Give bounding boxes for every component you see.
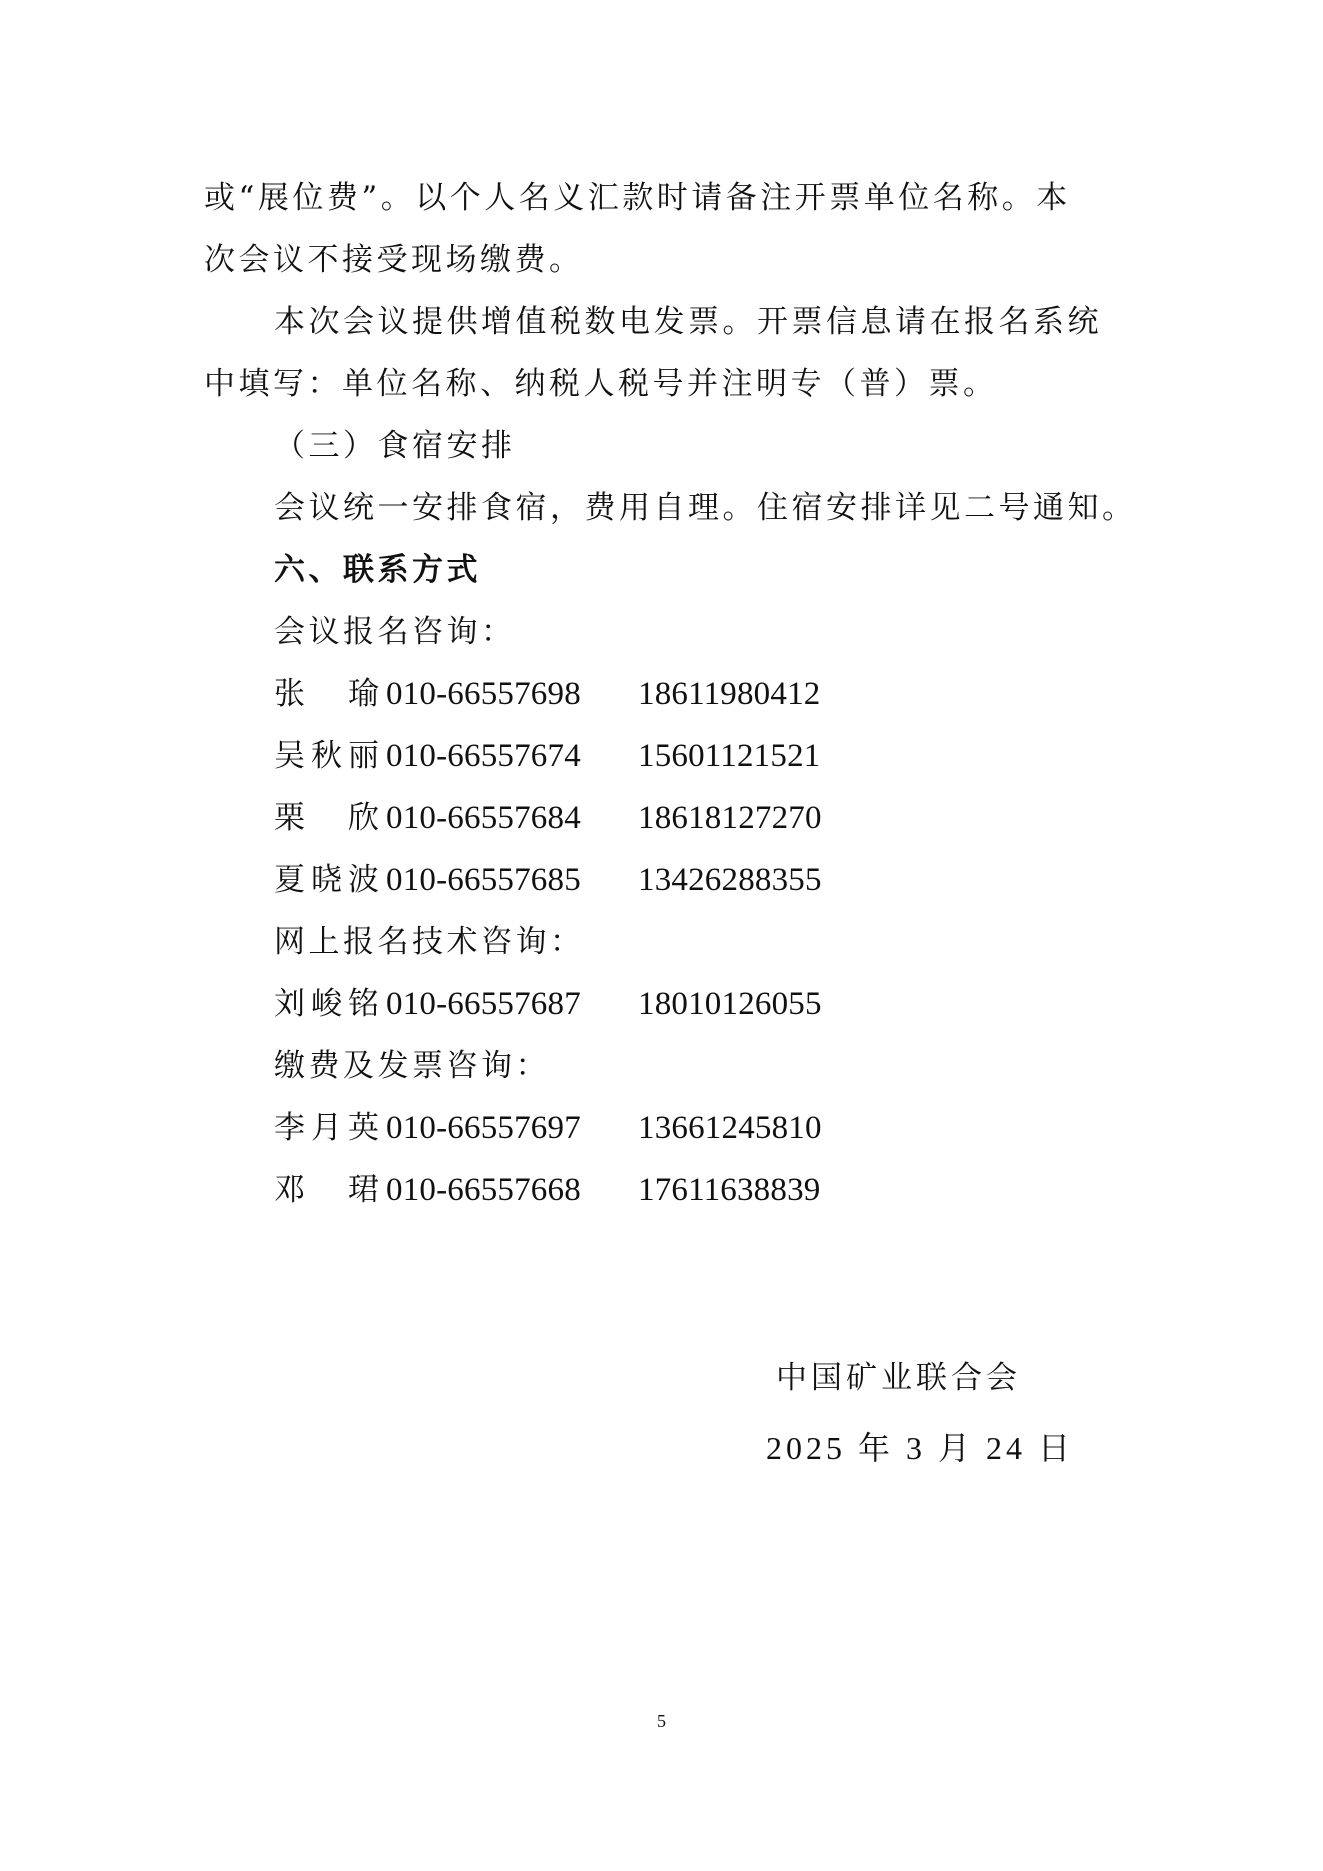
signature-organization: 中国矿业联合会 <box>776 1360 1021 1396</box>
contact-office-phone: 010-66557687 <box>386 986 581 1022</box>
group-label-registration: 会议报名咨询： <box>274 614 516 650</box>
paragraph-line-2: 次会议不接受现场缴费。 <box>204 242 584 278</box>
contact-mobile-phone: 18611980412 <box>638 676 821 712</box>
paragraph-line-4: 中填写：单位名称、纳税人税号并注明专（普）票。 <box>204 366 998 402</box>
contact-mobile-phone: 17611638839 <box>638 1172 821 1208</box>
contact-name: 夏 晓 波 <box>274 862 382 898</box>
group-label-payment-invoice: 缴费及发票咨询： <box>274 1048 550 1084</box>
contact-office-phone: 010-66557674 <box>386 738 581 774</box>
section-heading: 六、联系方式 <box>274 552 481 588</box>
contact-name: 栗 欣 <box>274 800 382 836</box>
contact-name: 张 瑜 <box>274 676 382 712</box>
paragraph-line-1: 或“展位费”。以个人名义汇款时请备注开票单位名称。本 <box>204 180 1071 216</box>
group-label-online-tech: 网上报名技术咨询： <box>274 924 585 960</box>
contact-office-phone: 010-66557685 <box>386 862 581 898</box>
contact-name: 邓 珺 <box>274 1172 382 1208</box>
contact-office-phone: 010-66557684 <box>386 800 581 836</box>
contact-name: 吴 秋 丽 <box>274 738 382 774</box>
contact-mobile-phone: 13426288355 <box>638 862 822 898</box>
contact-mobile-phone: 15601121521 <box>638 738 821 774</box>
contact-mobile-phone: 18010126055 <box>638 986 822 1022</box>
contact-office-phone: 010-66557668 <box>386 1172 581 1208</box>
signature-date: 2025 年 3 月 24 日 <box>766 1430 1075 1466</box>
contact-office-phone: 010-66557697 <box>386 1110 581 1146</box>
contact-office-phone: 010-66557698 <box>386 676 581 712</box>
page-number: 5 <box>657 1711 666 1731</box>
contact-name: 李 月 英 <box>274 1110 382 1146</box>
contact-name: 刘 峻 铭 <box>274 986 382 1022</box>
paragraph-line-3: 本次会议提供增值税数电发票。开票信息请在报名系统 <box>274 304 1102 340</box>
contact-mobile-phone: 18618127270 <box>638 800 822 836</box>
paragraph-line-6: 会议统一安排食宿，费用自理。住宿安排详见二号通知。 <box>274 490 1137 526</box>
subsection-heading: （三）食宿安排 <box>274 428 516 464</box>
contact-mobile-phone: 13661245810 <box>638 1110 822 1146</box>
